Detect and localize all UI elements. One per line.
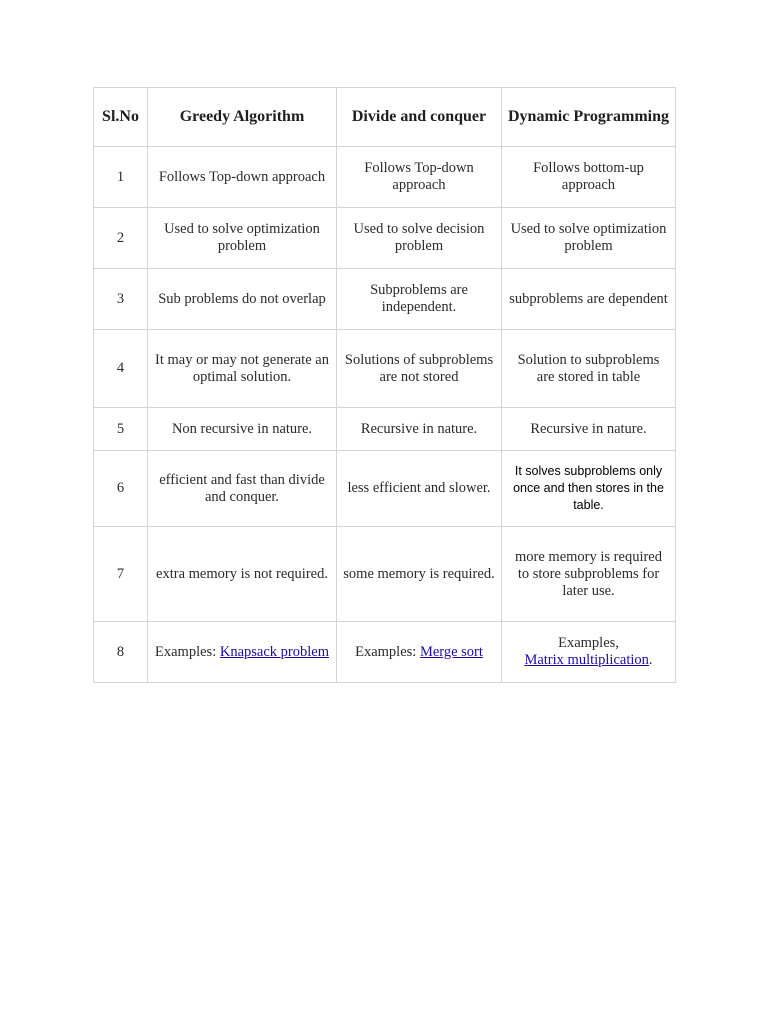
cell-divide: some memory is required.	[337, 527, 502, 622]
cell-greedy: efficient and fast than divide and conquer.	[148, 451, 337, 527]
header-divide: Divide and conquer	[337, 88, 502, 147]
cell-greedy: It may or may not generate an optimal solution.	[148, 330, 337, 408]
table-row	[94, 269, 676, 330]
table-row	[94, 527, 676, 622]
cell-greedy: Non recursive in nature.	[148, 408, 337, 451]
header-dynamic: Dynamic Programming	[502, 88, 676, 147]
cell-dynamic: Used to solve optimization problem	[502, 208, 676, 269]
examples-prefix: Examples:	[155, 643, 220, 660]
cell-slno: 8	[94, 622, 148, 683]
cell-divide: Used to solve decision problem	[337, 208, 502, 269]
cell-greedy	[148, 622, 337, 683]
cell-divide: Subproblems are independent.	[337, 269, 502, 330]
cell-slno: 1	[94, 147, 148, 208]
table-row	[94, 330, 676, 408]
cell-slno: 3	[94, 269, 148, 330]
cell-slno: 4	[94, 330, 148, 408]
matrix-multiplication-link[interactable]: Matrix multiplication	[524, 652, 649, 668]
cell-dynamic	[502, 622, 676, 683]
header-slno: Sl.No	[94, 88, 148, 147]
cell-slno: 5	[94, 408, 148, 451]
cell-dynamic: Follows bottom-up approach	[502, 147, 676, 208]
cell-dynamic: more memory is required to store subproblems for later use.	[502, 527, 676, 622]
table-row	[94, 451, 676, 527]
cell-greedy: Follows Top-down approach	[148, 147, 337, 208]
cell-greedy: extra memory is not required.	[148, 527, 337, 622]
examples-prefix: Examples,	[558, 635, 619, 651]
cell-dynamic: subproblems are dependent	[502, 269, 676, 330]
cell-divide	[337, 622, 502, 683]
merge-sort-link[interactable]: Merge sort	[419, 643, 483, 660]
cell-dynamic: Solution to subproblems are stored in table	[502, 330, 676, 408]
table-row	[94, 622, 676, 683]
table-row	[94, 408, 676, 451]
period-suffix: .	[648, 652, 653, 668]
header-greedy: Greedy Algorithm	[148, 88, 337, 147]
cell-slno: 2	[94, 208, 148, 269]
comparison-table	[93, 87, 676, 683]
knapsack-problem-link[interactable]: Knapsack problem	[219, 643, 329, 660]
cell-slno: 7	[94, 527, 148, 622]
cell-divide: Solutions of subproblems are not stored	[337, 330, 502, 408]
examples-prefix: Examples:	[355, 643, 420, 660]
cell-greedy: Used to solve optimization problem	[148, 208, 337, 269]
cell-slno: 6	[94, 451, 148, 527]
table-header-row	[94, 88, 676, 147]
cell-dynamic: Recursive in nature.	[502, 408, 676, 451]
table-row	[94, 208, 676, 269]
cell-divide: Recursive in nature.	[337, 408, 502, 451]
cell-divide: Follows Top-down approach	[337, 147, 502, 208]
cell-divide: less efficient and slower.	[337, 451, 502, 527]
cell-greedy: Sub problems do not overlap	[148, 269, 337, 330]
cell-dynamic: It solves subproblems only once and then stores in the table.	[502, 451, 676, 527]
table-row	[94, 147, 676, 208]
